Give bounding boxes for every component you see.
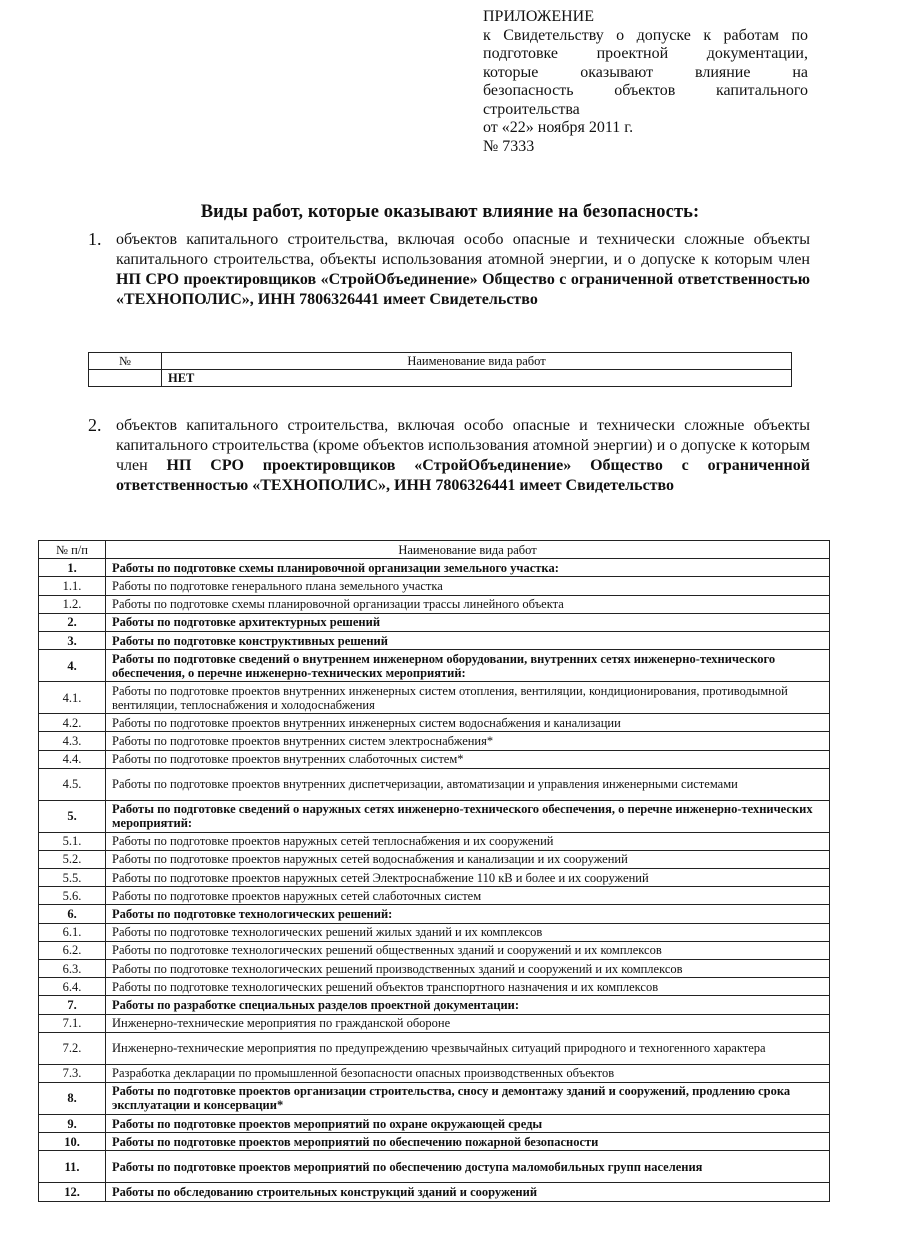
work-type-name: Работы по подготовке технологических решений объектов транспортного назначения и их комплексов [106,978,830,996]
row-number: 11. [39,1151,106,1183]
row-number: 1.2. [39,595,106,613]
section-2 [88,416,810,496]
table-row [39,650,830,682]
table-row [39,923,830,941]
row-number: 10. [39,1133,106,1151]
row-number: 6.3. [39,960,106,978]
row-number: 6. [39,905,106,923]
appendix-line: к Свидетельству о допуске к работам по [483,26,808,44]
table-row [39,869,830,887]
section-text-plain: объектов капитального строительства, включая особо опасные и технически сложные объекты капитального строительства, объекты использования атомной энергии, и о допуске к которым член [116,231,810,268]
work-type-name: Работы по подготовке проектов организации строительства, сносу и демонтажу зданий и сооружений, продлению срока эксплуатации и консервации* [106,1082,830,1114]
works-table-1 [88,352,792,387]
row-number: 4.1. [39,682,106,714]
row-number: 7.1. [39,1014,106,1032]
section-number: 2. [88,415,102,435]
work-type-name: Работы по подготовке технологических решений жилых зданий и их комплексов [106,923,830,941]
row-number: 4.5. [39,768,106,800]
row-number: 7.3. [39,1064,106,1082]
row-number: 9. [39,1114,106,1132]
table-row [39,682,830,714]
section-text [116,230,810,310]
row-number: 5.6. [39,887,106,905]
table-row [39,732,830,750]
row-number: 4.2. [39,714,106,732]
table-row [39,1114,830,1132]
row-number: 5.1. [39,832,106,850]
row-number: 2. [39,613,106,631]
work-type-name: Работы по подготовке технологических решений производственных зданий и сооружений и их комплексов [106,960,830,978]
row-number: 1. [39,559,106,577]
table-row [39,887,830,905]
work-type-name: Работы по подготовке проектов мероприятий по обеспечению доступа маломобильных групп населения [106,1151,830,1183]
work-type-name: Работы по подготовке схемы планировочной организации земельного участка: [106,559,830,577]
work-type-name: Работы по обследованию строительных конструкций зданий и сооружений [106,1183,830,1201]
table-row [39,714,830,732]
column-header: № [89,353,162,370]
works-table-2 [38,540,830,1202]
work-type-name: Работы по подготовке проектов внутренних инженерных систем отопления, вентиляции, кондиционирования, противодымной вентиляции, теплоснабжения и холодоснабжения [106,682,830,714]
section-text-bold: НП СРО проектировщиков «СтройОбъединение» Общество с ограниченной ответственностью «ТЕХНОПОЛИС», ИНН 7806326441 имеет Свидетельство [116,271,810,308]
work-type-name: Разработка декларации по промышленной безопасности опасных производственных объектов [106,1064,830,1082]
row-number: 5.2. [39,850,106,868]
table-row [39,1032,830,1064]
work-type-name: Работы по подготовке архитектурных решений [106,613,830,631]
appendix-line: подготовке проектной документации, [483,45,808,62]
table-row [39,960,830,978]
table-row [39,1064,830,1082]
work-type-name: Работы по подготовке проектов наружных сетей водоснабжения и канализации и их сооружений [106,850,830,868]
table-row [39,1133,830,1151]
table-row [39,941,830,959]
row-number: 4.4. [39,750,106,768]
appendix-line: которые оказывают влияние на [483,63,808,81]
table-row [39,800,830,832]
work-type-name: Работы по подготовке конструктивных решений [106,631,830,649]
table-row [39,1183,830,1201]
row-number: 5.5. [39,869,106,887]
document-heading: Виды работ, которые оказывают влияние на безопасность: [200,202,700,222]
table-row [39,996,830,1014]
work-type-name: Работы по подготовке сведений о внутреннем инженерном оборудовании, внутренних сетях инженерно-технического обеспечения, о перечне инженерно-технических мероприятий: [106,650,830,682]
table-row [39,905,830,923]
table-row [39,577,830,595]
work-type-name: Работы по подготовке проектов внутренних систем электроснабжения* [106,732,830,750]
row-number: 6.2. [39,941,106,959]
row-number: 5. [39,800,106,832]
work-type-name: Работы по подготовке проектов мероприятий по охране окружающей среды [106,1114,830,1132]
work-type-name: Работы по подготовке сведений о наружных сетях инженерно-технического обеспечения, о перечне инженерно-технических мероприятий: [106,800,830,832]
work-type-name: Работы по подготовке проектов мероприятий по обеспечению пожарной безопасности [106,1133,830,1151]
appendix-line: строительства [483,100,580,118]
column-header: Наименование вида работ [106,541,830,559]
work-type-name: Работы по подготовке технологических решений общественных зданий и сооружений и их комплексов [106,941,830,959]
table-row [39,613,830,631]
table-row [89,370,792,387]
row-number: 1.1. [39,577,106,595]
appendix-title: ПРИЛОЖЕНИЕ [483,8,595,25]
appendix-block [483,8,808,156]
column-header: Наименование вида работ [162,353,792,370]
row-number: 7.2. [39,1032,106,1064]
section-text [116,416,810,496]
row-number: 4. [39,650,106,682]
work-type-name: Работы по подготовке проектов внутренних инженерных систем водоснабжения и канализации [106,714,830,732]
table-row [39,832,830,850]
section-text-bold: НП СРО проектировщиков «СтройОбъединение» Общество с ограниченной ответственностью «ТЕХНОПОЛИС», ИНН 7806326441 имеет Свидетельство [116,457,810,494]
section-number: 1. [88,229,102,249]
work-type-name: Инженерно-технические мероприятия по предупреждению чрезвычайных ситуаций природного и техногенного характера [106,1032,830,1064]
column-header: № п/п [39,541,106,559]
work-type-name: Работы по подготовке схемы планировочной организации трассы линейного объекта [106,595,830,613]
table-row [39,978,830,996]
row-number: 7. [39,996,106,1014]
table-row [39,850,830,868]
appendix-date: от «22» ноября 2011 г. [483,119,634,136]
works-table-body [39,559,830,1201]
work-type-name: Работы по подготовке проектов внутренних слаботочных систем* [106,750,830,768]
section-text-plain: объектов капитального строительства, включая особо опасные и технически сложные объекты капитального строительства (кроме объектов использования атомной энергии) и о допуске к которым член [116,417,810,474]
table-row [39,559,830,577]
appendix-number: № 7333 [483,137,535,155]
work-type-name: Работы по подготовке генерального плана земельного участка [106,577,830,595]
work-type-name: Инженерно-технические мероприятия по гражданской обороне [106,1014,830,1032]
row-number: 12. [39,1183,106,1201]
table-row [39,1014,830,1032]
table-cell: НЕТ [162,370,792,387]
work-type-name: Работы по подготовке проектов наружных сетей слаботочных систем [106,887,830,905]
row-number: 8. [39,1082,106,1114]
table-row [39,631,830,649]
row-number: 3. [39,631,106,649]
table-row [39,1151,830,1183]
row-number: 4.3. [39,732,106,750]
work-type-name: Работы по подготовке проектов наружных сетей теплоснабжения и их сооружений [106,832,830,850]
row-number: 6.4. [39,978,106,996]
work-type-name: Работы по подготовке проектов наружных сетей Электроснабжение 110 кВ и более и их сооружений [106,869,830,887]
work-type-name: Работы по подготовке технологических решений: [106,905,830,923]
table-row [39,1082,830,1114]
row-number: 6.1. [39,923,106,941]
table-row [39,768,830,800]
table-header-row [89,353,792,370]
table-cell [89,370,162,387]
work-type-name: Работы по подготовке проектов внутренних диспетчеризации, автоматизации и управления инженерными системами [106,768,830,800]
table-row [39,595,830,613]
work-type-name: Работы по разработке специальных разделов проектной документации: [106,996,830,1014]
table-row [39,750,830,768]
appendix-line: безопасность объектов капитального [483,82,808,99]
section-1 [88,230,810,310]
table-header-row [39,541,830,559]
